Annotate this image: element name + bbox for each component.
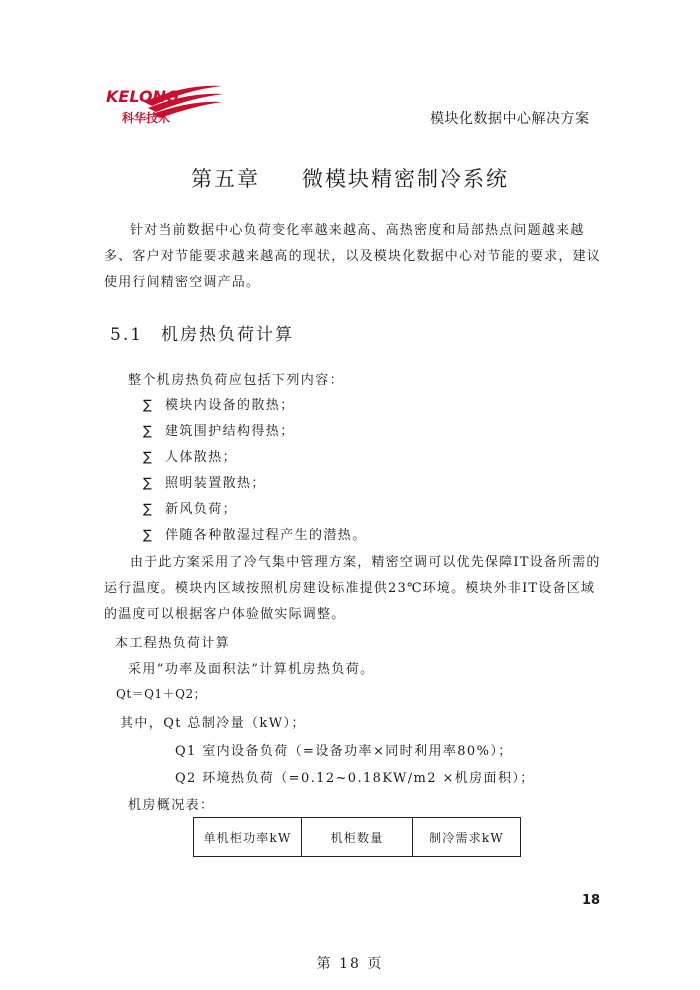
list-item: ∑ 照明装置散热； [143,476,266,491]
chapter-heading [0,163,700,193]
section-heading [110,320,294,345]
list-item: ∑ 伴随各种散湿过程产生的潜热。 [143,528,367,543]
page-footer: 第 18 页 [316,956,384,972]
sigma-bullet-icon: ∑ [143,502,154,517]
logo-subtext: 科华技术 [122,111,171,125]
sigma-bullet-icon: ∑ [143,450,154,465]
chapter-title: 微模块精密制冷系统 [302,167,509,191]
kelong-logo-icon [104,80,224,128]
sigma-bullet-icon: ∑ [143,476,154,491]
section-number: 5.1 [110,325,144,345]
intro-paragraph: 针对当前数据中心负荷变化率越来越高、高热密度和局部热点问题越来越多、客户对节能要求越来越高的现状，以及模块化数据中心对节能的要求，建议使用行间精密空调产品。 [104,223,602,290]
table-header-cell: 单机柜功率kW [194,818,302,857]
cooling-paragraph: 由于此方案采用了冷气集中管理方案，精密空调可以优先保障IT设备所需的运行温度。模块内区域按照机房建设标准提供23℃环境。模块外非IT设备区域的温度可以根据客户体验做实际调整。 [104,555,601,622]
sigma-bullet-icon: ∑ [143,424,154,439]
heat-load-intro: 整个机房热负荷应包括下列内容： [128,373,345,388]
page-number: 18 [582,893,601,908]
table-header-cell: 机柜数量 [302,818,413,857]
calc-q1: Q1 室内设备负荷（=设备功率×同时利用率80%）； [175,744,513,759]
calc-heading: 本工程热负荷计算 [115,636,231,651]
list-item: ∑ 新风负荷； [143,502,238,517]
calc-where: 其中，Qt 总制冷量（kW）； [120,716,306,731]
table-label: 机房概况表： [128,798,215,813]
sigma-bullet-icon: ∑ [143,528,154,543]
chapter-number: 第五章 [191,167,260,191]
document-header-title: 模块化数据中心解决方案 [430,111,590,127]
room-overview-table [193,817,521,857]
sigma-bullet-icon: ∑ [143,398,154,413]
table-header-cell: 制冷需求kW [413,818,521,857]
section-title: 机房热负荷计算 [161,325,295,345]
list-item: ∑ 建筑围护结构得热； [143,424,295,439]
list-item: ∑ 模块内设备的散热； [143,398,295,413]
logo-text: KELONG [106,87,180,106]
calc-q2: Q2 环境热负荷（=0.12~0.18KW/m2 ×机房面积）； [175,771,535,786]
table-header-row [194,818,521,857]
calc-method: 采用“功率及面积法”计算机房热负荷。 [128,662,375,677]
list-item: ∑ 人体散热； [143,450,238,465]
calc-formula: Qt＝Q1＋Q2； [116,687,207,701]
company-logo [104,80,224,128]
